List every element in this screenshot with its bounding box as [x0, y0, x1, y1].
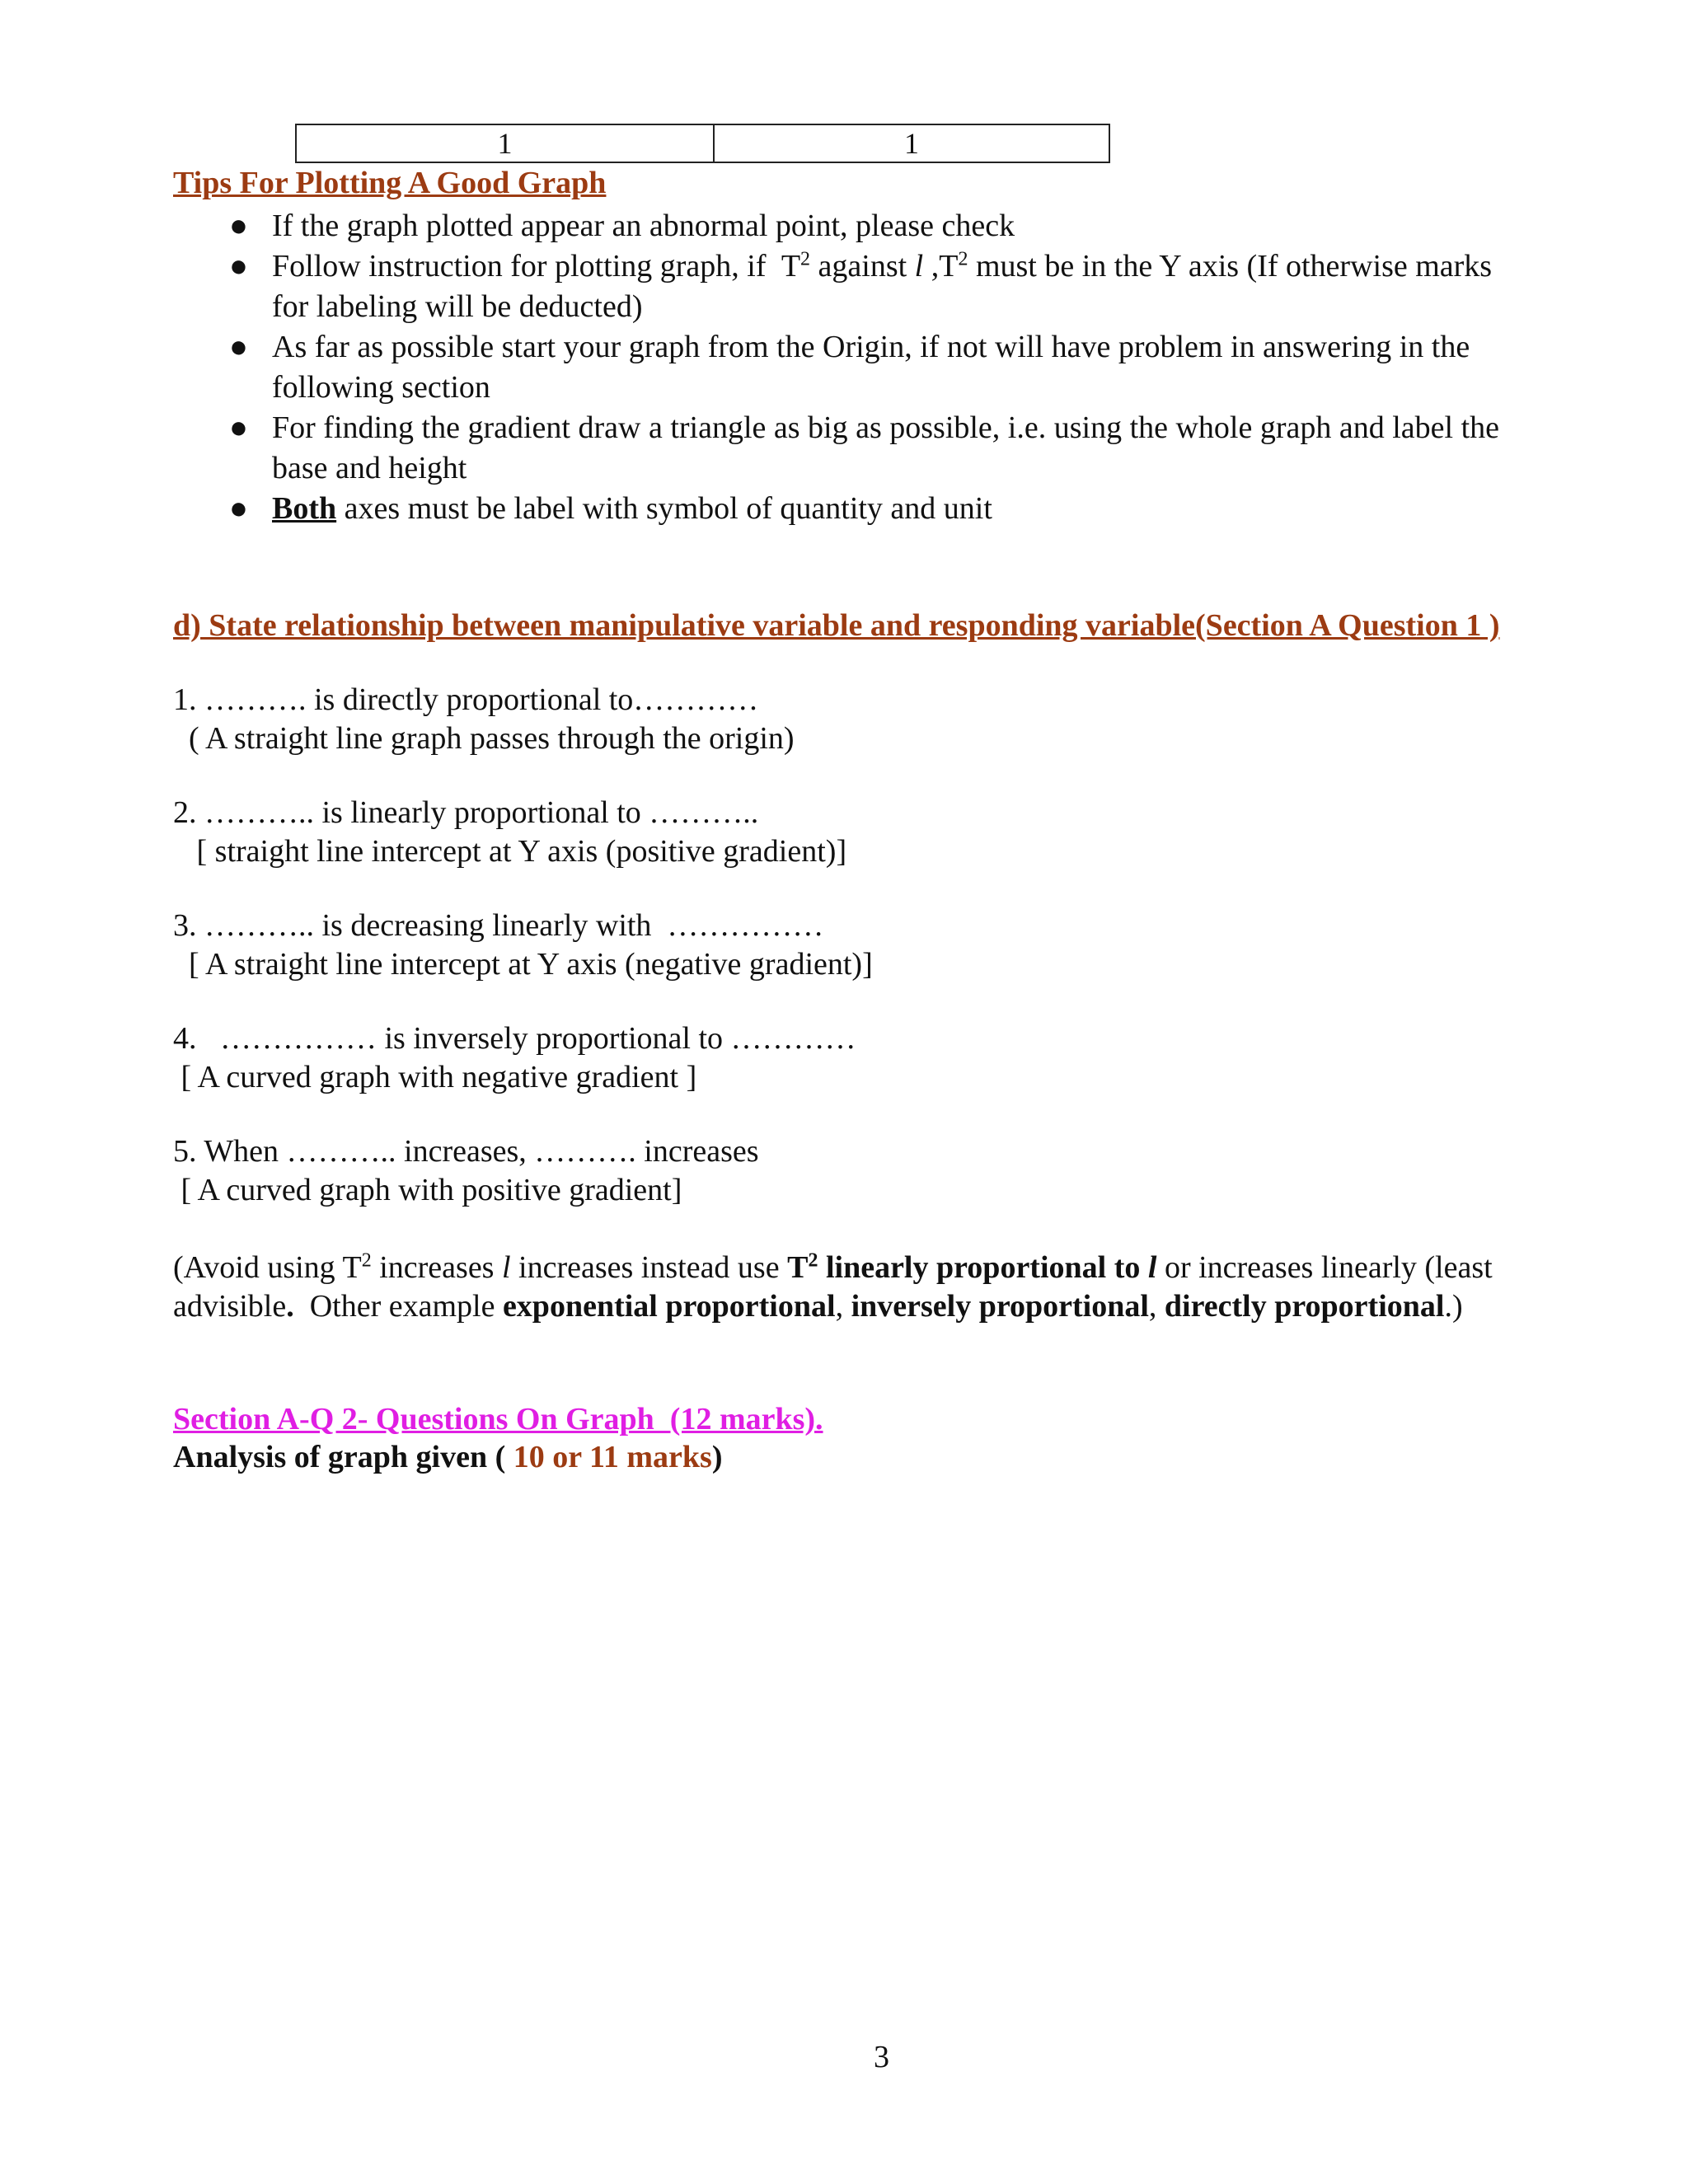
page-number: 3 — [874, 2040, 889, 2074]
list-item: ● Both axes must be label with symbol of quantity and unit — [173, 489, 1591, 529]
bullet-icon: ● — [229, 209, 248, 243]
bullet-icon: ● — [229, 491, 248, 526]
table-cell: 1 — [296, 124, 714, 162]
relationship-5: 5. When ……….. increases, ………. increases [ A curved graph with positive gradient] — [173, 1134, 759, 1207]
bullet-icon: ● — [229, 249, 248, 284]
tips-heading: Tips For Plotting A Good Graph — [173, 166, 607, 200]
list-item: ● As far as possible start your graph from the Origin, if not will have problem in answering in the following section — [173, 327, 1591, 408]
table-row — [296, 124, 1109, 162]
relationship-3: 3. ……….. is decreasing linearly with …………… [ A straight line intercept at Y axis (negative gradient)] — [173, 908, 873, 982]
marks-table — [295, 124, 1110, 163]
avoid-note-line-1: (Avoid using $T^2$ increases l increases instead use $T^2$ linearly proportional to l or increases linearly (least — [173, 1249, 1493, 1285]
relationship-4: 4. …………… is inversely proportional to ………… [ A curved graph with negative gradient ] — [173, 1021, 856, 1094]
relationship-2: 2. ……….. is linearly proportional to ……….. [ straight line intercept at Y axis (positive gradient)] — [173, 795, 847, 869]
bullet-icon: ● — [229, 410, 248, 445]
bullet-icon: ● — [229, 330, 248, 364]
relationship-1: 1. ………. is directly proportional to………… ( A straight line graph passes through the origin) — [173, 682, 795, 756]
section-d-heading: d) State relationship between manipulative variable and responding variable(Section A Question 1 ) — [173, 608, 1500, 643]
list-item: ● If the graph plotted appear an abnormal point, please check — [173, 206, 1591, 246]
table-cell: 1 — [714, 124, 1109, 162]
avoid-note-line-2: advisible. Other example exponential proportional, inversely proportional, directly proportional.) — [173, 1289, 1463, 1324]
analysis-line: Analysis of graph given ( 10 or 11 marks) — [173, 1440, 723, 1474]
list-item: ● Follow instruction for plotting graph, if $T^2$ against l $,T^2$ must be in the Y axis (If otherwise marks for labeling will be deducted) — [173, 246, 1591, 327]
tips-list — [173, 206, 1591, 529]
list-item: ● For finding the gradient draw a triangle as big as possible, i.e. using the whole graph and label the base and height — [173, 408, 1591, 489]
section-a-heading: Section A-Q 2- Questions On Graph (12 marks). — [173, 1402, 823, 1436]
